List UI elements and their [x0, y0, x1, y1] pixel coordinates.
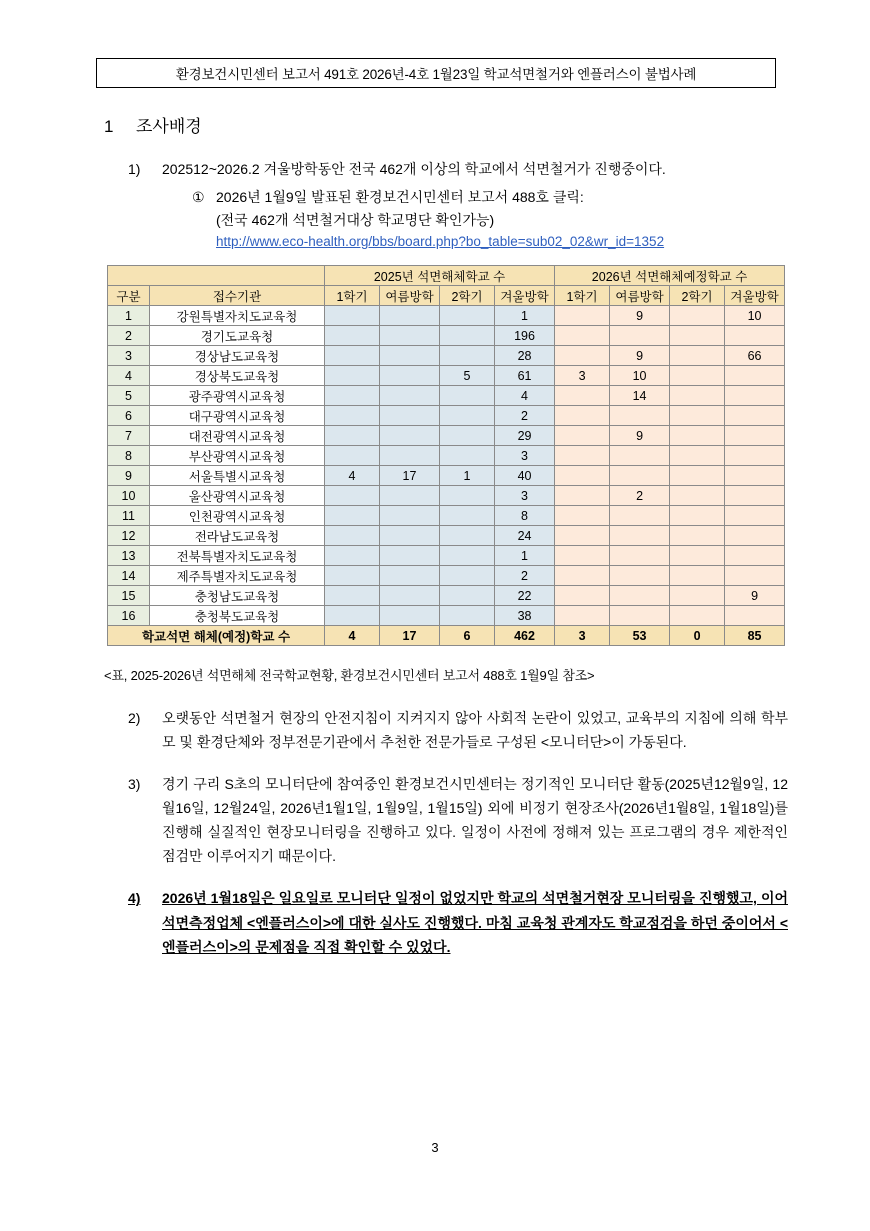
row-index: 4: [108, 366, 150, 386]
table-row: [108, 506, 785, 526]
row-organization: 서울특별시교육청: [150, 466, 325, 486]
table-row: [108, 586, 785, 606]
row-value: [325, 546, 380, 566]
table-row: [108, 606, 785, 626]
row-value: [610, 466, 670, 486]
col-header-0: 구분: [108, 286, 150, 306]
row-value: [555, 326, 610, 346]
table-row: [108, 426, 785, 446]
row-value: [725, 506, 785, 526]
total-value: 4: [325, 626, 380, 646]
row-value: 2: [495, 566, 555, 586]
row-value: [670, 346, 725, 366]
sub-list: [192, 186, 788, 252]
row-value: [325, 566, 380, 586]
row-value: 3: [495, 486, 555, 506]
row-value: 40: [495, 466, 555, 486]
row-organization: 제주특별자치도교육청: [150, 566, 325, 586]
row-value: [325, 326, 380, 346]
row-index: 11: [108, 506, 150, 526]
row-value: [555, 346, 610, 366]
row-value: [670, 486, 725, 506]
col-header-2: 1학기: [325, 286, 380, 306]
section-number: 1: [104, 117, 114, 136]
row-value: [325, 366, 380, 386]
row-value: [725, 446, 785, 466]
row-value: [555, 566, 610, 586]
row-value: [380, 346, 440, 366]
row-value: [440, 566, 495, 586]
row-value: [380, 366, 440, 386]
row-value: 14: [610, 386, 670, 406]
row-value: [380, 606, 440, 626]
row-value: 61: [495, 366, 555, 386]
row-value: [670, 526, 725, 546]
row-value: 3: [555, 366, 610, 386]
row-value: [380, 406, 440, 426]
row-value: [380, 566, 440, 586]
list-item-text: 2026년 1월18일은 일요일로 모니터단 일정이 없었지만 학교의 석면철거현장 모니터링을 진행했고, 이어 석면측정업체 <엔플러스이>에 대한 실사도 진행했다. 마침 교육청 관계자도 학교점검을 하던 중이어서 <엔플러스이>의 문제점을 직접 확인할 수 있었다.: [162, 890, 788, 955]
row-value: [440, 346, 495, 366]
row-value: 4: [495, 386, 555, 406]
row-value: [725, 546, 785, 566]
row-value: 1: [495, 306, 555, 326]
row-value: [725, 326, 785, 346]
row-value: [380, 546, 440, 566]
table-row: [108, 386, 785, 406]
row-value: [555, 306, 610, 326]
row-value: 24: [495, 526, 555, 546]
row-value: [325, 606, 380, 626]
col-header-7: 여름방학: [610, 286, 670, 306]
row-value: [380, 586, 440, 606]
total-value: 0: [670, 626, 725, 646]
table-header-group-row: [108, 266, 785, 286]
row-organization: 강원특별자치도교육청: [150, 306, 325, 326]
row-value: 1: [440, 466, 495, 486]
row-value: [555, 606, 610, 626]
row-value: [670, 546, 725, 566]
row-value: [380, 386, 440, 406]
row-index: 1: [108, 306, 150, 326]
row-value: [610, 526, 670, 546]
row-value: [725, 486, 785, 506]
row-value: [380, 526, 440, 546]
row-organization: 충청북도교육청: [150, 606, 325, 626]
row-value: 10: [725, 306, 785, 326]
row-value: [725, 366, 785, 386]
row-value: 1: [495, 546, 555, 566]
row-value: 28: [495, 346, 555, 366]
row-value: [440, 506, 495, 526]
list-item: [128, 772, 788, 868]
row-value: [670, 566, 725, 586]
table-group-2026: 2026년 석면해체예정학교 수: [555, 266, 785, 286]
row-value: [670, 586, 725, 606]
row-value: [325, 346, 380, 366]
list-marker: 4): [128, 890, 141, 907]
row-value: 66: [725, 346, 785, 366]
row-value: [555, 486, 610, 506]
sub-list-item: [192, 186, 788, 208]
total-value: 6: [440, 626, 495, 646]
row-organization: 충청남도교육청: [150, 586, 325, 606]
table-row: [108, 546, 785, 566]
total-label: 학교석면 해체(예정)학교 수: [108, 626, 325, 646]
list-marker: 2): [128, 710, 141, 726]
row-value: 17: [380, 466, 440, 486]
table-header-row: [108, 286, 785, 306]
total-value: 85: [725, 626, 785, 646]
row-value: [725, 606, 785, 626]
row-organization: 경상남도교육청: [150, 346, 325, 366]
col-header-9: 겨울방학: [725, 286, 785, 306]
row-value: 29: [495, 426, 555, 446]
row-value: [440, 386, 495, 406]
row-value: [325, 306, 380, 326]
table-row: [108, 366, 785, 386]
row-value: [440, 406, 495, 426]
sub-list-text-2: (전국 462개 석면철거대상 학교명단 확인가능): [216, 211, 495, 228]
row-value: [725, 526, 785, 546]
row-value: 22: [495, 586, 555, 606]
row-value: [725, 426, 785, 446]
row-value: [555, 586, 610, 606]
sub-list-text: 2026년 1월9일 발표된 환경보건시민센터 보고서 488호 클릭:: [216, 189, 584, 206]
list-item-text: 오랫동안 석면철거 현장의 안전지침이 지켜지지 않아 사회적 논란이 있었고, 교육부의 지침에 의해 학부모 및 환경단체와 정부전문기관에서 추천한 전문가들로 구성된 <모니터단>이 가동된다.: [162, 710, 788, 751]
row-index: 8: [108, 446, 150, 466]
row-organization: 전북특별자치도교육청: [150, 546, 325, 566]
row-value: 2: [610, 486, 670, 506]
row-value: [325, 586, 380, 606]
total-value: 3: [555, 626, 610, 646]
table-row: [108, 446, 785, 466]
row-value: 3: [495, 446, 555, 466]
row-value: [670, 466, 725, 486]
row-organization: 대전광역시교육청: [150, 426, 325, 446]
list-marker: 3): [128, 776, 141, 793]
row-value: [555, 466, 610, 486]
body-list: [128, 706, 788, 977]
page-title: [104, 112, 202, 137]
row-value: [555, 426, 610, 446]
sub-list-marker: ①: [192, 189, 205, 206]
page-number: 3: [431, 1140, 439, 1155]
row-organization: 인천광역시교육청: [150, 506, 325, 526]
row-index: 14: [108, 566, 150, 586]
row-value: [325, 506, 380, 526]
row-value: 10: [610, 366, 670, 386]
section-title-text: 조사배경: [136, 117, 202, 136]
row-value: [670, 366, 725, 386]
row-value: [670, 386, 725, 406]
row-value: [555, 406, 610, 426]
row-value: [670, 426, 725, 446]
row-value: [670, 406, 725, 426]
row-value: [380, 306, 440, 326]
list-item: [128, 706, 788, 754]
row-value: 38: [495, 606, 555, 626]
row-value: [555, 446, 610, 466]
col-header-3: 여름방학: [380, 286, 440, 306]
row-value: [440, 486, 495, 506]
row-value: [725, 466, 785, 486]
row-organization: 대구광역시교육청: [150, 406, 325, 426]
row-value: [670, 506, 725, 526]
col-header-6: 1학기: [555, 286, 610, 306]
col-header-5: 겨울방학: [495, 286, 555, 306]
row-value: 196: [495, 326, 555, 346]
table-row: [108, 566, 785, 586]
table-row: [108, 406, 785, 426]
row-value: [610, 326, 670, 346]
page-header-text: 환경보건시민센터 보고서 491호 2026년-4호 1월23일 학교석면철거와 엔플러스이 불법사례: [175, 67, 697, 82]
row-index: 3: [108, 346, 150, 366]
row-index: 15: [108, 586, 150, 606]
table-row: [108, 306, 785, 326]
row-value: [440, 546, 495, 566]
row-value: [325, 406, 380, 426]
row-value: 4: [325, 466, 380, 486]
row-value: [380, 446, 440, 466]
table-group-2025: 2025년 석면해체학교 수: [325, 266, 555, 286]
list-item-text: 202512~2026.2 겨울방학동안 전국 462개 이상의 학교에서 석면철거가 진행중이다.: [162, 161, 666, 177]
row-value: 2: [495, 406, 555, 426]
row-value: [670, 326, 725, 346]
row-value: [325, 486, 380, 506]
col-header-1: 접수기관: [150, 286, 325, 306]
row-value: [325, 426, 380, 446]
table-row: [108, 346, 785, 366]
table-total-row: [108, 626, 785, 646]
row-index: 7: [108, 426, 150, 446]
row-value: [440, 526, 495, 546]
table-row: [108, 466, 785, 486]
row-value: 9: [725, 586, 785, 606]
row-organization: 부산광역시교육청: [150, 446, 325, 466]
row-value: [380, 506, 440, 526]
row-value: [380, 426, 440, 446]
table-row: [108, 486, 785, 506]
row-value: [440, 446, 495, 466]
row-value: [440, 306, 495, 326]
report-link[interactable]: http://www.eco-health.org/bbs/board.php?bo_table=sub02_02&wr_id=1352: [216, 234, 665, 250]
row-index: 2: [108, 326, 150, 346]
row-value: [610, 586, 670, 606]
row-value: [440, 426, 495, 446]
table-footer: [108, 626, 785, 646]
row-value: [725, 406, 785, 426]
list-item-highlight: [128, 886, 788, 958]
row-organization: 경기도교육청: [150, 326, 325, 346]
row-value: [440, 606, 495, 626]
row-value: [555, 526, 610, 546]
table-caption: <표, 2025-2026년 석면해체 전국학교현황, 환경보건시민센터 보고서 488호 1월9일 참조>: [104, 668, 595, 683]
list-item: [128, 158, 788, 253]
row-value: 5: [440, 366, 495, 386]
row-value: [725, 566, 785, 586]
row-index: 13: [108, 546, 150, 566]
row-value: 8: [495, 506, 555, 526]
row-value: [725, 386, 785, 406]
row-index: 9: [108, 466, 150, 486]
row-value: [555, 386, 610, 406]
row-organization: 광주광역시교육청: [150, 386, 325, 406]
row-value: [555, 546, 610, 566]
row-value: [610, 606, 670, 626]
row-organization: 울산광역시교육청: [150, 486, 325, 506]
row-value: [325, 386, 380, 406]
col-header-4: 2학기: [440, 286, 495, 306]
table-row: [108, 526, 785, 546]
row-value: [670, 606, 725, 626]
row-value: [555, 506, 610, 526]
row-value: 9: [610, 426, 670, 446]
total-value: 17: [380, 626, 440, 646]
list-marker: 1): [128, 161, 141, 177]
row-value: [610, 506, 670, 526]
row-value: [440, 586, 495, 606]
row-index: 16: [108, 606, 150, 626]
row-value: 9: [610, 346, 670, 366]
intro-list: [128, 158, 788, 253]
row-value: [670, 306, 725, 326]
row-value: [670, 446, 725, 466]
row-value: [610, 566, 670, 586]
row-value: [440, 326, 495, 346]
row-value: [325, 526, 380, 546]
list-item-text: 경기 구리 S초의 모니터단에 참여중인 환경보건시민센터는 정기적인 모니터단 활동(2025년12월9일, 12월16일, 12월24일, 2026년1월1일, 1월9일, 1월15일) 외에 비정기 현장조사(2026년1월8일, 1월18일)를 진행해 실질적인 현장모니터링을 진행하고 있다. 일정이 사전에 정해져 있는 프로그램의 경우 제한적인 점검만 이루어지기 때문이다.: [162, 776, 788, 865]
row-value: [380, 326, 440, 346]
row-value: [380, 486, 440, 506]
asbestos-school-table: [107, 265, 779, 646]
row-organization: 경상북도교육청: [150, 366, 325, 386]
row-index: 12: [108, 526, 150, 546]
col-header-8: 2학기: [670, 286, 725, 306]
row-value: [610, 546, 670, 566]
page-header-box: [96, 58, 776, 88]
table-body: [108, 306, 785, 626]
row-value: [610, 446, 670, 466]
total-value: 53: [610, 626, 670, 646]
row-value: [325, 446, 380, 466]
total-value: 462: [495, 626, 555, 646]
row-value: 9: [610, 306, 670, 326]
row-value: [610, 406, 670, 426]
row-index: 6: [108, 406, 150, 426]
table-corner-cell: [108, 266, 325, 286]
table-row: [108, 326, 785, 346]
row-index: 5: [108, 386, 150, 406]
row-organization: 전라남도교육청: [150, 526, 325, 546]
row-index: 10: [108, 486, 150, 506]
